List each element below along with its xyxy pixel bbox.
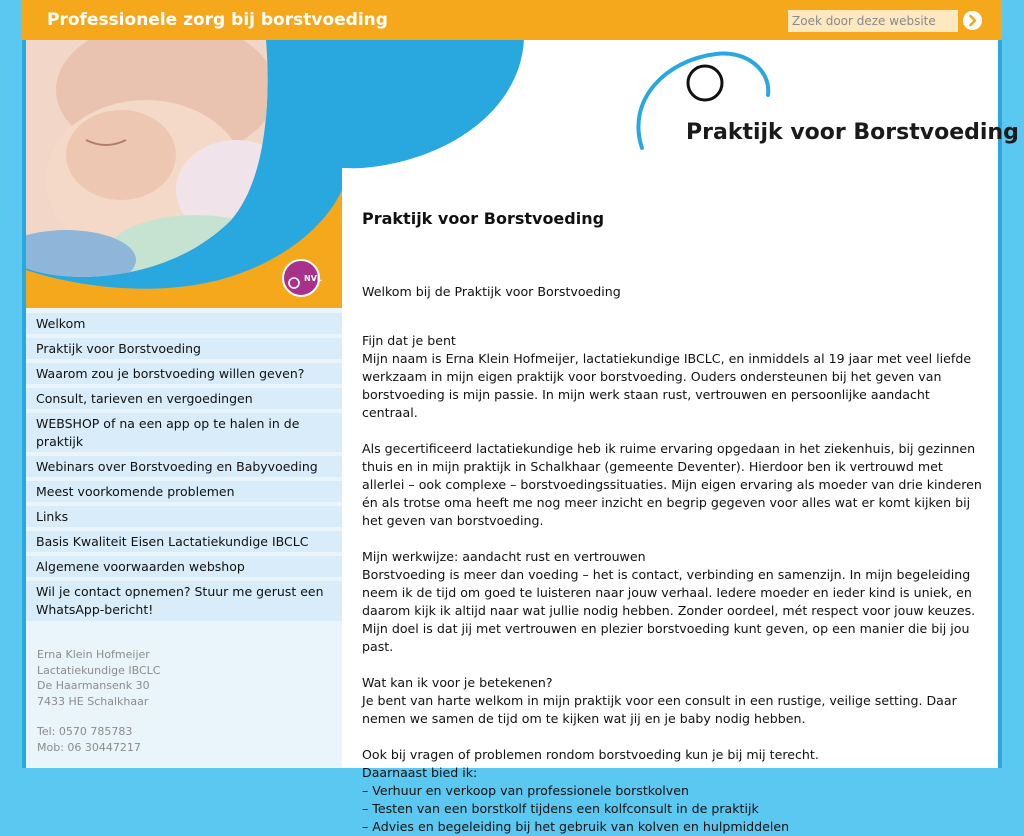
page-title: Praktijk voor Borstvoeding xyxy=(362,209,605,228)
nav-item-webshop[interactable]: WEBSHOP of na een app op te halen in de praktijk xyxy=(26,413,342,452)
contact-street: De Haarmansenk 30 xyxy=(37,679,150,692)
nav-item-praktijk[interactable]: Praktijk voor Borstvoeding xyxy=(26,338,342,359)
contact-mob[interactable]: Mob: 06 30447217 xyxy=(37,740,141,754)
main-content xyxy=(362,208,982,836)
svg-text:Praktijk voor Borstvoeding: Praktijk voor Borstvoeding xyxy=(686,120,1019,145)
page-container xyxy=(22,40,1019,834)
intro-body: Mijn naam is Erna Klein Hofmeijer, lactatiekundige IBCLC, en inmiddels al 19 jaar met veel liefde werkzaam in mijn eigen praktijk voor borstvoeding. Ouders ondersteunen bij het geven van borstvoeding is mijn passie. In mijn werk staan rust, vertrouwen en persoonlijke aandacht centraal. xyxy=(362,351,972,420)
arrow-right-icon xyxy=(963,11,982,30)
nav-item-voorwaarden[interactable]: Algemene voorwaarden webshop xyxy=(26,556,342,577)
svg-text:NVL: NVL xyxy=(304,274,322,283)
contact-info xyxy=(26,647,342,755)
list-item: – Verhuur en verkoop van professionele borstkolven xyxy=(362,783,689,798)
nav-item-consult[interactable]: Consult, tarieven en vergoedingen xyxy=(26,388,342,409)
nav-item-problemen[interactable]: Meest voorkomende problemen xyxy=(26,481,342,502)
method-body: Borstvoeding is meer dan voeding – het is contact, verbinding en samenzijn. In mijn begeleiding neem ik de tijd om goed te luisteren naar jouw verhaal. Iedere moeder en ieder kind is uniek, en daarom kijk ik altijd naar wat jullie nodig hebben. Zonder oordeel, mét respect voor jouw keuzes. Mijn doel is dat jij met vertrouwen en plezier borstvoeding kunt geven, op een manier die bij jou past. xyxy=(362,567,976,654)
search-input[interactable] xyxy=(788,10,958,32)
nav-item-webinars[interactable]: Webinars over Borstvoeding en Babyvoeding xyxy=(26,456,342,477)
sidebar xyxy=(26,308,342,768)
site-title[interactable]: Professionele zorg bij borstvoeding xyxy=(47,10,388,30)
list-item: – Testen van een borstkolf tijdens een kolfconsult in de praktijk xyxy=(362,801,759,816)
nav-item-welkom[interactable]: Welkom xyxy=(26,313,342,334)
offer-line1: Ook bij vragen of problemen rondom borstvoeding kun je bij mij terecht. xyxy=(362,747,819,762)
paragraph-offer xyxy=(362,746,982,836)
paragraph-method xyxy=(362,548,982,656)
list-item: – Advies en begeleiding bij het gebruik van kolven en hulpmiddelen xyxy=(362,819,790,834)
contact-name: Erna Klein Hofmeijer xyxy=(37,648,150,661)
offer-line2: Daarnaast bied ik: xyxy=(362,765,478,780)
offer-list xyxy=(362,782,982,836)
intro-heading: Fijn dat je bent xyxy=(362,333,456,348)
nav-item-kwaliteit[interactable]: Basis Kwaliteit Eisen Lactatiekundige IBCLC xyxy=(26,531,342,552)
welcome-text: Welkom bij de Praktijk voor Borstvoeding xyxy=(362,284,621,299)
paragraph-experience: Als gecertificeerd lactatiekundige heb ik ruime ervaring opgedaan in het ziekenhuis, bij gezinnen thuis en in mijn praktijk in Schalkhaar (gemeente Deventer). Hierdoor ben ik vertrouwd met allerlei – ook complexe – borstvoedingssituaties. Mijn eigen ervaring als moeder van drie kinderen én als trotse oma heeft me nog meer inzicht en begrip gegeven voor alles wat er komt kijken bij het geven van borstvoeding. xyxy=(362,441,982,528)
services-body: Je bent van harte welkom in mijn praktijk voor een consult in een rustige, veilige setting. Daar nemen we samen de tijd om te kijken wat jij en je baby nodig hebben. xyxy=(362,693,957,726)
sidebar-nav xyxy=(26,308,342,621)
nav-item-links[interactable]: Links xyxy=(26,506,342,527)
services-heading: Wat kan ik voor je betekenen? xyxy=(362,675,553,690)
contact-role: Lactatiekundige IBCLC xyxy=(37,663,161,677)
right-frame xyxy=(998,40,1002,768)
contact-tel[interactable]: Tel: 0570 785783 xyxy=(37,725,133,738)
nav-item-contact[interactable]: Wil je contact opnemen? Stuur me gerust een WhatsApp-bericht! xyxy=(26,581,342,621)
nav-item-waarom[interactable]: Waarom zou je borstvoeding willen geven? xyxy=(26,363,342,384)
method-heading: Mijn werkwijze: aandacht rust en vertrouwen xyxy=(362,549,646,564)
top-bar xyxy=(22,0,1002,40)
paragraph-services xyxy=(362,674,982,728)
contact-city: 7433 HE Schalkhaar xyxy=(37,694,149,708)
paragraph-intro xyxy=(362,332,982,422)
search-button[interactable] xyxy=(963,11,982,30)
